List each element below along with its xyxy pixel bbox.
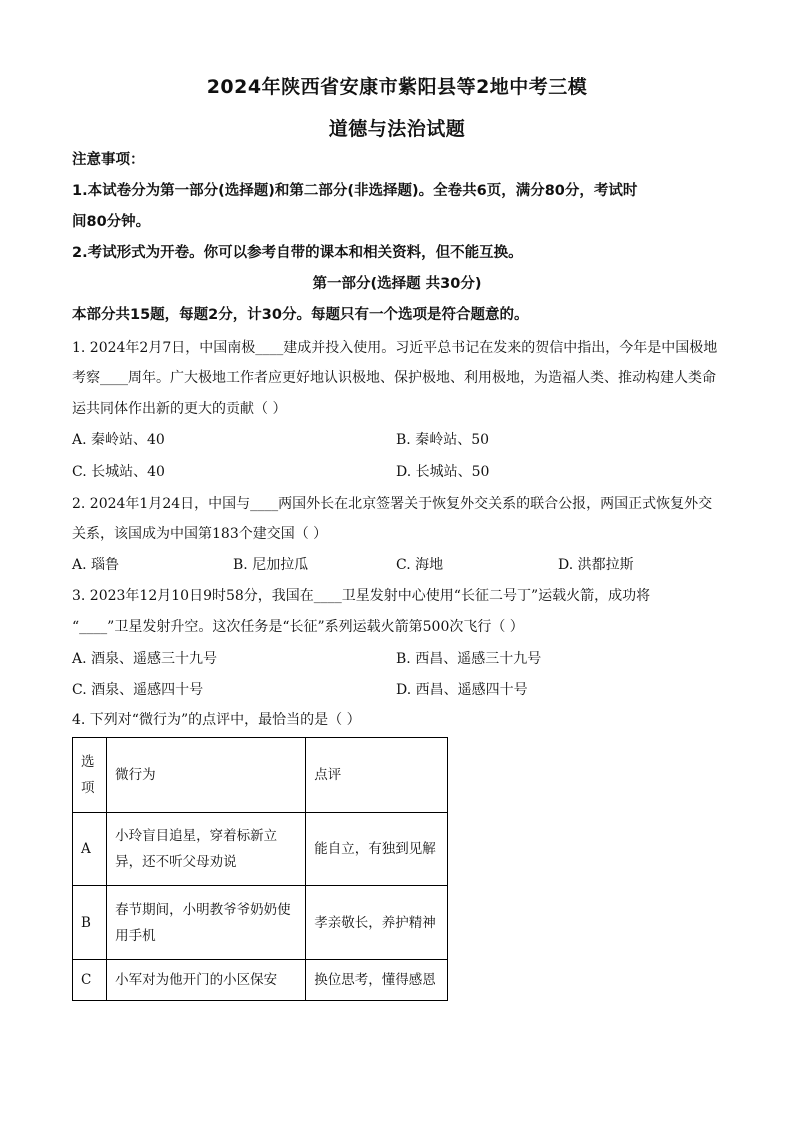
question-1-line-1: 1. 2024年2月7日，中国南极____建成并投入使用。习近平总书记在发来的贺信中指出，今年是中国极地 [72,340,718,356]
question-1-option-d[interactable]: D. 长城站、50 [396,464,490,480]
exam-subtitle: 道德与法治试题 [328,118,466,140]
question-1-option-a[interactable]: A. 秦岭站、40 [72,432,165,448]
part1-instruction: 本部分共15题，每题2分，计30分。每题只有一个选项是符合题意的。 [72,307,529,323]
question-4-stem: 4. 下列对“微行为”的点评中，最恰当的是（ ） [72,712,361,728]
row-comment-cell: 孝亲敬长，养护精神 [306,886,448,960]
question-2-option-a[interactable]: A. 瑙鲁 [72,557,120,573]
question-3-option-c[interactable]: C. 酒泉、遥感四十号 [72,682,204,698]
row-behavior-line-2: 异，还不听父母劝说 [115,854,237,870]
question-2-option-d[interactable]: D. 洪都拉斯 [558,557,634,573]
table-row[interactable] [73,813,448,886]
row-behavior-cell [107,886,306,960]
question-1-option-c[interactable]: C. 长城站、40 [72,464,165,480]
table-row[interactable] [73,960,448,1001]
question-2-line-2: 关系，该国成为中国第183个建交国（ ） [72,526,328,542]
notice-heading: 注意事项： [72,152,145,168]
question-3-line-1: 3. 2023年12月10日9时58分，我国在____卫星发射中心使用“长征二号丁”运载火箭，成功将 [72,588,651,604]
header-option-cell [73,738,107,813]
header-option-line-2: 项 [81,780,95,796]
notice-item-1-line-1: 1.本试卷分为第一部分(选择题)和第二部分(非选择题)。全卷共6页，满分80分，考试时 [72,183,638,199]
question-1-line-2: 考察____周年。广大极地工作者应更好地认识极地、保护极地、利用极地，为造福人类、推动构建人类命 [72,370,716,386]
row-behavior-line-2: 用手机 [115,927,156,944]
table-row[interactable] [73,886,448,960]
row-option-cell: A [73,813,107,886]
table-header-row [73,738,448,813]
row-behavior-cell [107,960,306,1001]
question-1-option-b[interactable]: B. 秦岭站、50 [396,432,490,448]
question-3-line-2: “____”卫星发射升空。这次任务是“长征”系列运载火箭第500次飞行（ ） [72,619,524,635]
question-3-option-a[interactable]: A. 酒泉、遥感三十九号 [72,651,218,667]
row-behavior-line-1: 春节期间，小明教爷爷奶奶使 [115,901,291,918]
row-option-cell: C [73,960,107,1001]
question-2-option-c[interactable]: C. 海地 [396,557,444,573]
row-behavior-line-1: 小军对为他开门的小区保安 [115,972,278,988]
header-comment-cell: 点评 [306,738,448,813]
question-2-option-b[interactable]: B. 尼加拉瓜 [233,557,309,573]
part1-heading: 第一部分(选择题 共30分) [312,276,482,292]
row-comment-cell: 换位思考，懂得感恩 [306,960,448,1001]
header-behavior-cell: 微行为 [107,738,306,813]
question-3-option-d[interactable]: D. 西昌、遥感四十号 [396,682,528,698]
row-behavior-cell [107,813,306,886]
question-4-table [72,737,448,1001]
row-option-cell: B [73,886,107,960]
notice-item-2: 2.考试形式为开卷。你可以参考自带的课本和相关资料，但不能互换。 [72,245,523,261]
notice-item-1-line-2: 间80分钟。 [72,214,151,230]
question-3-option-b[interactable]: B. 西昌、遥感三十九号 [396,651,542,667]
question-2-line-1: 2. 2024年1月24日，中国与____两国外长在北京签署关于恢复外交关系的联合公报，两国正式恢复外交 [72,496,713,512]
row-behavior-line-1: 小玲盲目追星，穿着标新立 [115,828,278,844]
exam-title: 2024年陕西省安康市紫阳县等2地中考三模 [206,76,588,98]
question-1-line-3: 运共同体作出新的更大的贡献（ ） [72,401,287,417]
row-comment-cell: 能自立，有独到见解 [306,813,448,886]
header-option-line-1: 选 [81,754,95,770]
